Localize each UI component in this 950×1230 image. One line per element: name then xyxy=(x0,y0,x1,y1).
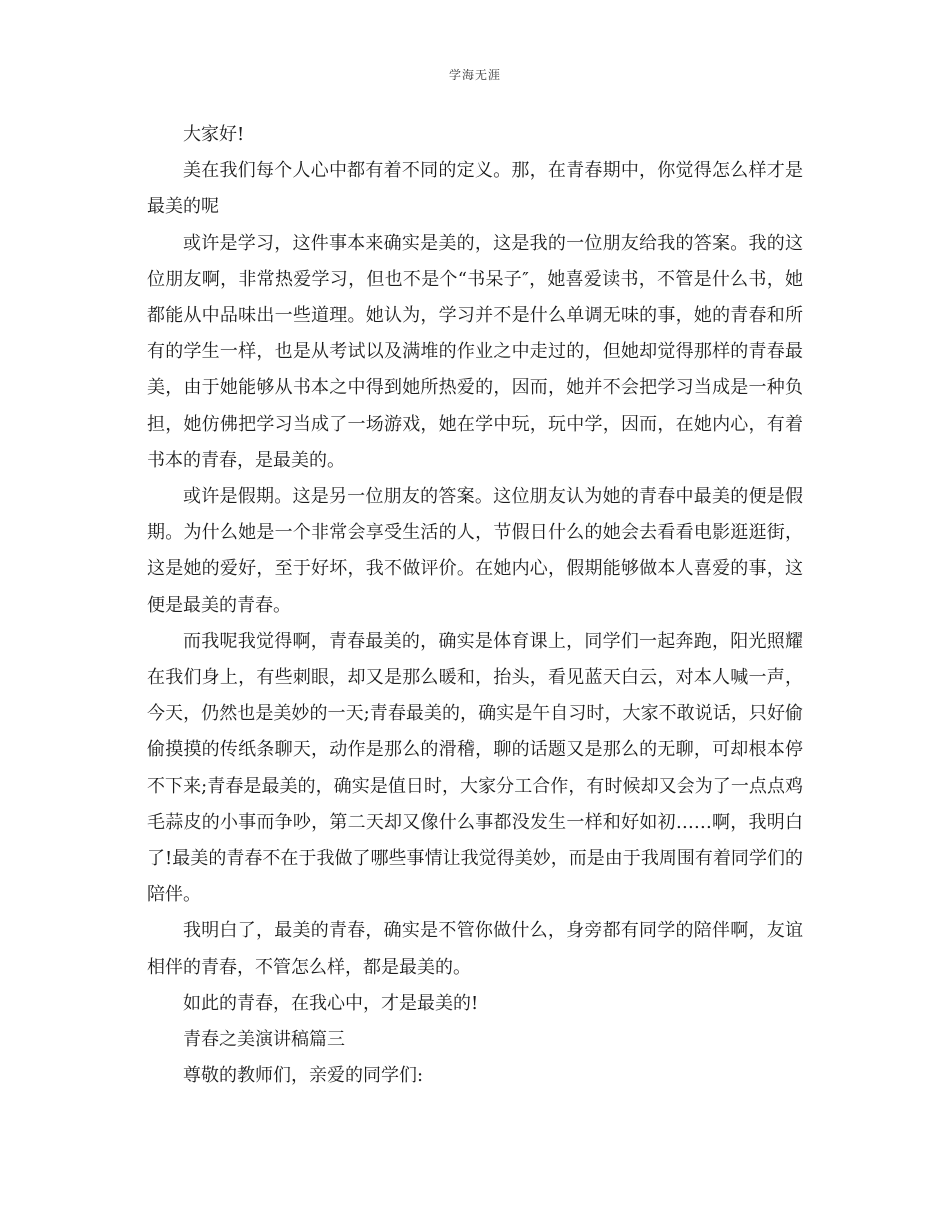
paragraph-greeting: 大家好! xyxy=(183,124,245,145)
paragraph-intro: 美在我们每个人心中都有着不同的定义。那，在青春期中，你觉得怎么样才是最美的呢 xyxy=(147,160,803,218)
paragraph-friendship: 我明白了，最美的青春，确实是不管你做什么，身旁都有同学的陪伴啊，友谊相伴的青春，不管怎么样，都是最美的。 xyxy=(147,920,803,978)
paragraph-salutation: 尊敬的教师们，亲爱的同学们: xyxy=(183,1065,424,1087)
document-body xyxy=(147,117,803,1094)
paragraph-conclusion: 如此的青春，在我心中，才是最美的! xyxy=(183,992,479,1014)
page-header: 学海无涯 xyxy=(448,68,501,82)
paragraph-study: 或许是学习，这件事本来确实是美的，这是我的一位朋友给我的答案。我的这位朋友啊，非常热爱学习，但也不是个“书呆子″，她喜爱读书，不管是什么书，她都能从中品味出一些道理。她认为，学习并不是什么单调无味的事，她的青春和所有的学生一样，也是从考试以及满堆的作业之中走过的，但她却觉得那样的青春最美，由于她能够从书本之中得到她所热爱的，因而，她并不会把学习当成是一种负担，她仿佛把学习当成了一场游戏，她在学中玩，玩中学，因而，在她内心，有着书本的青春，是最美的。 xyxy=(147,232,803,471)
paragraph-holiday: 或许是假期。这是另一位朋友的答案。这位朋友认为她的青春中最美的便是假期。为什么她是一个非常会享受生活的人，节假日什么的她会去看看电影逛逛街，这是她的爱好，至于好坏，我不做评价。在她内心，假期能够做本人喜爱的事，这便是最美的青春。 xyxy=(147,486,803,616)
section-title: 青春之美演讲稿篇三 xyxy=(183,1029,345,1051)
paragraph-classmates: 而我呢我觉得啊，青春最美的，确实是体育课上，同学们一起奔跑，阳光照耀在我们身上，有些刺眼，却又是那么暖和，抬头，看见蓝天白云，对本人喊一声，今天，仍然也是美妙的一天;青春最美的，确实是午自习时，大家不敢说话，只好偷偷摸摸的传纸条聊天，动作是那么的滑稽，聊的话题又是那么的无聊，可却根本停不下来;青春是最美的，确实是值日时，大家分工合作，有时候却又会为了一点点鸡毛蒜皮的小事而争吵，第二天却又像什么事都没发生一样和好如初……啊，我明白了!最美的青春不在于我做了哪些事情让我觉得美妙，而是由于我周围有着同学们的陪伴。 xyxy=(147,630,803,906)
